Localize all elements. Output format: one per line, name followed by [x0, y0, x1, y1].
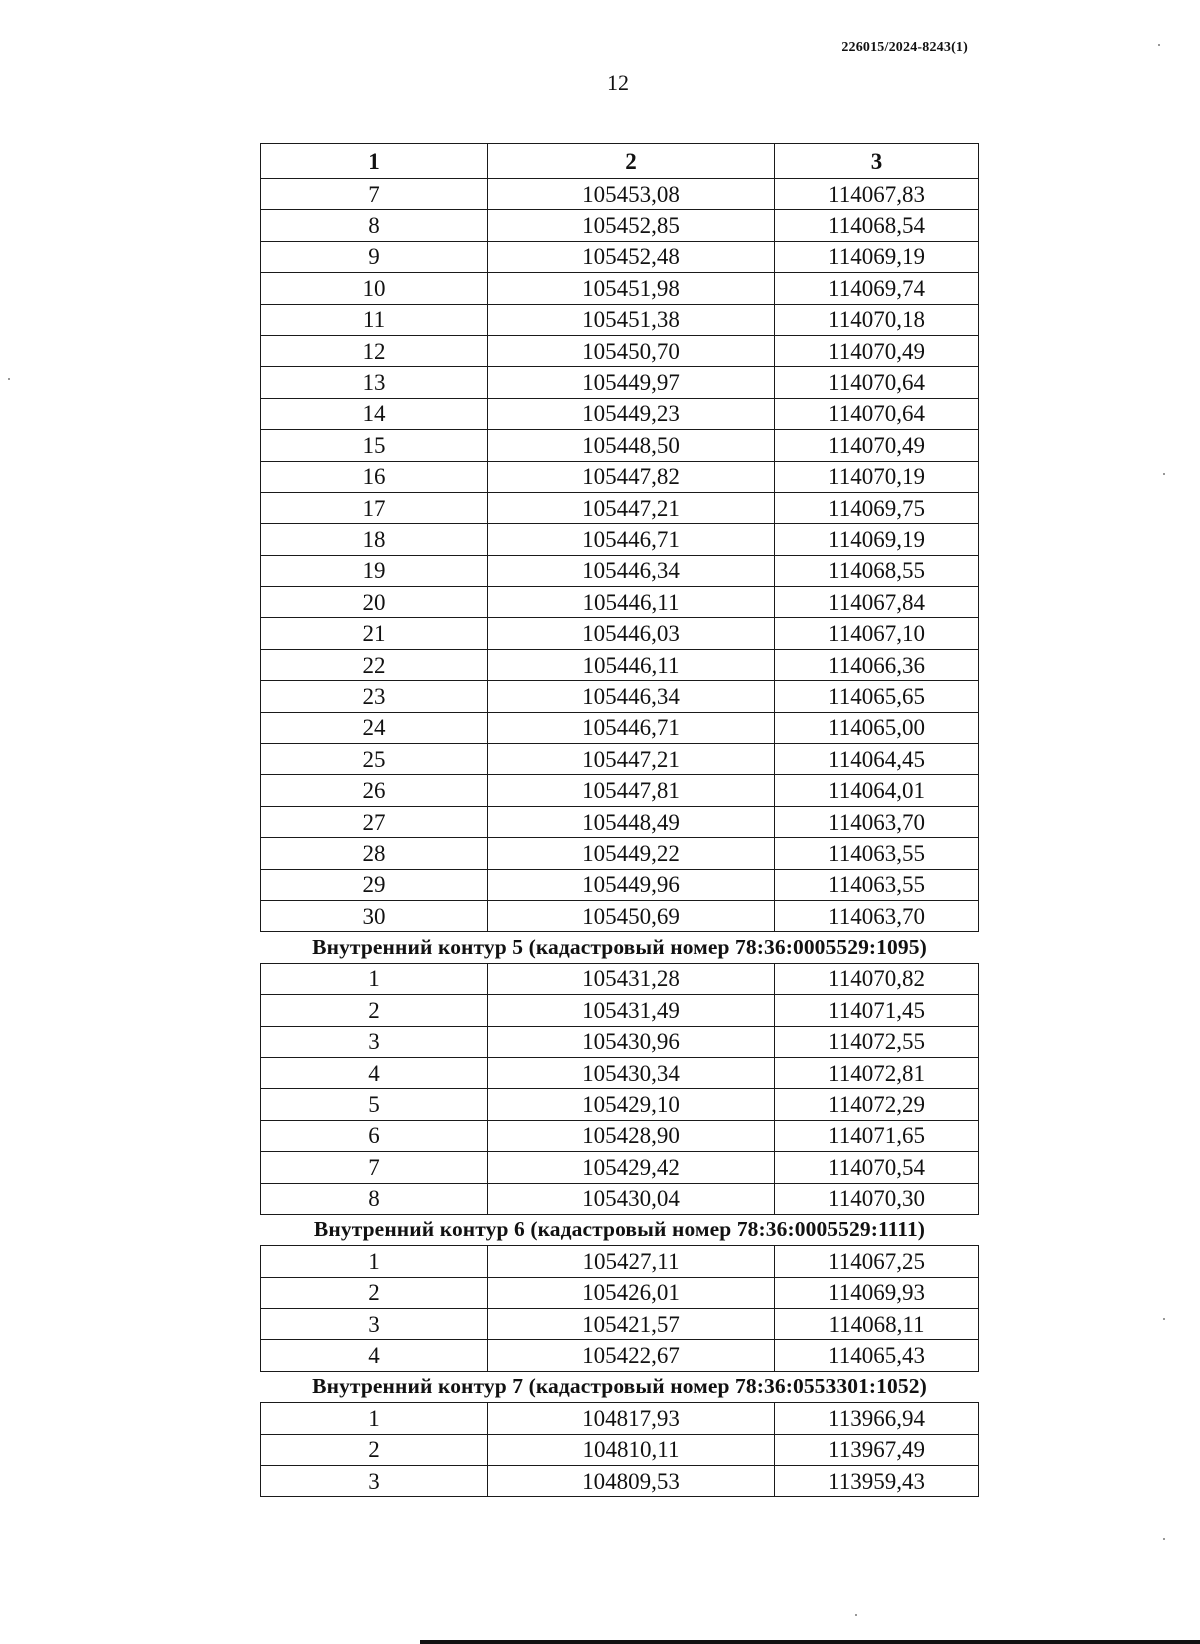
point-number-cell: 12 [261, 335, 488, 366]
scan-speck [1163, 1318, 1165, 1320]
x-coordinate-cell: 105449,22 [488, 838, 775, 869]
table-row [261, 681, 979, 712]
table-row [261, 806, 979, 837]
x-coordinate-cell: 104810,11 [488, 1434, 775, 1465]
table-row [261, 618, 979, 649]
table-row [261, 963, 979, 994]
x-coordinate-cell: 105446,03 [488, 618, 775, 649]
table-row [261, 900, 979, 931]
table-row [261, 744, 979, 775]
x-coordinate-cell: 105448,50 [488, 430, 775, 461]
point-number-cell: 8 [261, 210, 488, 241]
x-coordinate-cell: 105446,71 [488, 712, 775, 743]
y-coordinate-cell: 114070,64 [775, 398, 979, 429]
point-number-cell: 3 [261, 1026, 488, 1057]
y-coordinate-cell: 114070,54 [775, 1152, 979, 1183]
point-number-cell: 4 [261, 1057, 488, 1088]
table-row [261, 1340, 979, 1371]
table-row [261, 1466, 979, 1497]
y-coordinate-cell: 114071,45 [775, 995, 979, 1026]
y-coordinate-cell: 114072,29 [775, 1089, 979, 1120]
point-number-cell: 1 [261, 1403, 488, 1434]
y-coordinate-cell: 114070,49 [775, 335, 979, 366]
point-number-cell: 1 [261, 963, 488, 994]
section-title: Внутренний контур 6 (кадастровый номер 78:36:0005529:1111) [261, 1214, 979, 1245]
point-number-cell: 2 [261, 1434, 488, 1465]
point-number-cell: 16 [261, 461, 488, 492]
scan-edge-line [420, 1640, 1200, 1644]
point-number-cell: 19 [261, 555, 488, 586]
table-row [261, 179, 979, 210]
table-body [261, 179, 979, 1497]
point-number-cell: 17 [261, 492, 488, 523]
y-coordinate-cell: 114068,54 [775, 210, 979, 241]
section-row [261, 932, 979, 963]
table-row [261, 1403, 979, 1434]
point-number-cell: 15 [261, 430, 488, 461]
table-row [261, 1183, 979, 1214]
point-number-cell: 26 [261, 775, 488, 806]
section-title: Внутренний контур 5 (кадастровый номер 78:36:0005529:1095) [261, 932, 979, 963]
section-row [261, 1371, 979, 1402]
page-number: 12 [607, 70, 629, 95]
point-number-cell: 7 [261, 1152, 488, 1183]
table-row [261, 995, 979, 1026]
x-coordinate-cell: 105447,21 [488, 744, 775, 775]
y-coordinate-cell: 114070,30 [775, 1183, 979, 1214]
point-number-cell: 18 [261, 524, 488, 555]
y-coordinate-cell: 114064,45 [775, 744, 979, 775]
point-number-cell: 3 [261, 1466, 488, 1497]
table-row [261, 1246, 979, 1277]
scan-speck [8, 378, 10, 380]
y-coordinate-cell: 114068,11 [775, 1309, 979, 1340]
section-title: Внутренний контур 7 (кадастровый номер 78:36:0553301:1052) [261, 1371, 979, 1402]
y-coordinate-cell: 114067,25 [775, 1246, 979, 1277]
table-row [261, 1026, 979, 1057]
coordinates-table [260, 143, 979, 1497]
point-number-cell: 21 [261, 618, 488, 649]
column-header-y: 3 [775, 144, 979, 179]
x-coordinate-cell: 105452,85 [488, 210, 775, 241]
y-coordinate-cell: 114065,43 [775, 1340, 979, 1371]
y-coordinate-cell: 114070,49 [775, 430, 979, 461]
x-coordinate-cell: 105446,11 [488, 587, 775, 618]
table-row [261, 1120, 979, 1151]
y-coordinate-cell: 114063,55 [775, 869, 979, 900]
y-coordinate-cell: 113959,43 [775, 1466, 979, 1497]
x-coordinate-cell: 105430,04 [488, 1183, 775, 1214]
y-coordinate-cell: 113967,49 [775, 1434, 979, 1465]
y-coordinate-cell: 114068,55 [775, 555, 979, 586]
x-coordinate-cell: 105446,71 [488, 524, 775, 555]
y-coordinate-cell: 114069,93 [775, 1277, 979, 1308]
x-coordinate-cell: 105431,28 [488, 963, 775, 994]
x-coordinate-cell: 104809,53 [488, 1466, 775, 1497]
table-row [261, 398, 979, 429]
y-coordinate-cell: 114067,10 [775, 618, 979, 649]
point-number-cell: 6 [261, 1120, 488, 1151]
table-row [261, 712, 979, 743]
x-coordinate-cell: 105450,69 [488, 900, 775, 931]
point-number-cell: 27 [261, 806, 488, 837]
point-number-cell: 25 [261, 744, 488, 775]
y-coordinate-cell: 114070,82 [775, 963, 979, 994]
y-coordinate-cell: 114065,65 [775, 681, 979, 712]
point-number-cell: 10 [261, 273, 488, 304]
x-coordinate-cell: 105446,34 [488, 555, 775, 586]
table-row [261, 241, 979, 272]
x-coordinate-cell: 105449,23 [488, 398, 775, 429]
table-row [261, 555, 979, 586]
y-coordinate-cell: 114069,74 [775, 273, 979, 304]
table-row [261, 461, 979, 492]
x-coordinate-cell: 105447,81 [488, 775, 775, 806]
column-header-x: 2 [488, 144, 775, 179]
x-coordinate-cell: 105450,70 [488, 335, 775, 366]
scan-speck [1163, 1538, 1165, 1540]
point-number-cell: 13 [261, 367, 488, 398]
x-coordinate-cell: 105451,38 [488, 304, 775, 335]
point-number-cell: 30 [261, 900, 488, 931]
x-coordinate-cell: 105430,34 [488, 1057, 775, 1088]
y-coordinate-cell: 114067,83 [775, 179, 979, 210]
y-coordinate-cell: 114063,70 [775, 806, 979, 837]
point-number-cell: 4 [261, 1340, 488, 1371]
scan-speck [1163, 473, 1165, 475]
y-coordinate-cell: 114071,65 [775, 1120, 979, 1151]
table-row [261, 869, 979, 900]
y-coordinate-cell: 114065,00 [775, 712, 979, 743]
x-coordinate-cell: 105453,08 [488, 179, 775, 210]
x-coordinate-cell: 105447,82 [488, 461, 775, 492]
point-number-cell: 3 [261, 1309, 488, 1340]
point-number-cell: 2 [261, 995, 488, 1026]
x-coordinate-cell: 105447,21 [488, 492, 775, 523]
table-row [261, 1277, 979, 1308]
table-row [261, 587, 979, 618]
point-number-cell: 20 [261, 587, 488, 618]
scan-speck [1158, 44, 1160, 46]
table-row [261, 273, 979, 304]
y-coordinate-cell: 114069,19 [775, 241, 979, 272]
y-coordinate-cell: 114069,19 [775, 524, 979, 555]
table-row [261, 775, 979, 806]
point-number-cell: 9 [261, 241, 488, 272]
table-row [261, 1434, 979, 1465]
x-coordinate-cell: 105422,67 [488, 1340, 775, 1371]
y-coordinate-cell: 114072,55 [775, 1026, 979, 1057]
point-number-cell: 2 [261, 1277, 488, 1308]
x-coordinate-cell: 105427,11 [488, 1246, 775, 1277]
point-number-cell: 8 [261, 1183, 488, 1214]
y-coordinate-cell: 114063,55 [775, 838, 979, 869]
table-row [261, 304, 979, 335]
point-number-cell: 5 [261, 1089, 488, 1120]
point-number-cell: 7 [261, 179, 488, 210]
table-row [261, 1309, 979, 1340]
table-header [261, 144, 979, 179]
x-coordinate-cell: 105429,10 [488, 1089, 775, 1120]
y-coordinate-cell: 114064,01 [775, 775, 979, 806]
scan-speck [855, 1614, 857, 1616]
document-registration-number: 226015/2024-8243(1) [841, 40, 968, 55]
point-number-cell: 23 [261, 681, 488, 712]
table-row [261, 524, 979, 555]
x-coordinate-cell: 105431,49 [488, 995, 775, 1026]
x-coordinate-cell: 105451,98 [488, 273, 775, 304]
y-coordinate-cell: 114066,36 [775, 649, 979, 680]
x-coordinate-cell: 105426,01 [488, 1277, 775, 1308]
table-row [261, 1057, 979, 1088]
y-coordinate-cell: 114072,81 [775, 1057, 979, 1088]
y-coordinate-cell: 114070,64 [775, 367, 979, 398]
x-coordinate-cell: 105452,48 [488, 241, 775, 272]
x-coordinate-cell: 105446,11 [488, 649, 775, 680]
point-number-cell: 24 [261, 712, 488, 743]
x-coordinate-cell: 105430,96 [488, 1026, 775, 1057]
x-coordinate-cell: 105448,49 [488, 806, 775, 837]
point-number-cell: 11 [261, 304, 488, 335]
x-coordinate-cell: 105421,57 [488, 1309, 775, 1340]
point-number-cell: 14 [261, 398, 488, 429]
y-coordinate-cell: 114067,84 [775, 587, 979, 618]
x-coordinate-cell: 105449,96 [488, 869, 775, 900]
column-header-point: 1 [261, 144, 488, 179]
y-coordinate-cell: 114070,19 [775, 461, 979, 492]
table-row [261, 430, 979, 461]
y-coordinate-cell: 114070,18 [775, 304, 979, 335]
table-row [261, 838, 979, 869]
table-row [261, 492, 979, 523]
x-coordinate-cell: 105449,97 [488, 367, 775, 398]
x-coordinate-cell: 105446,34 [488, 681, 775, 712]
section-row [261, 1214, 979, 1245]
table-row [261, 1152, 979, 1183]
point-number-cell: 22 [261, 649, 488, 680]
point-number-cell: 28 [261, 838, 488, 869]
x-coordinate-cell: 104817,93 [488, 1403, 775, 1434]
point-number-cell: 1 [261, 1246, 488, 1277]
x-coordinate-cell: 105429,42 [488, 1152, 775, 1183]
y-coordinate-cell: 113966,94 [775, 1403, 979, 1434]
table-row [261, 335, 979, 366]
table-row [261, 367, 979, 398]
table-row [261, 1089, 979, 1120]
table-row [261, 649, 979, 680]
table-row [261, 210, 979, 241]
x-coordinate-cell: 105428,90 [488, 1120, 775, 1151]
point-number-cell: 29 [261, 869, 488, 900]
y-coordinate-cell: 114069,75 [775, 492, 979, 523]
header-row [261, 144, 979, 179]
y-coordinate-cell: 114063,70 [775, 900, 979, 931]
